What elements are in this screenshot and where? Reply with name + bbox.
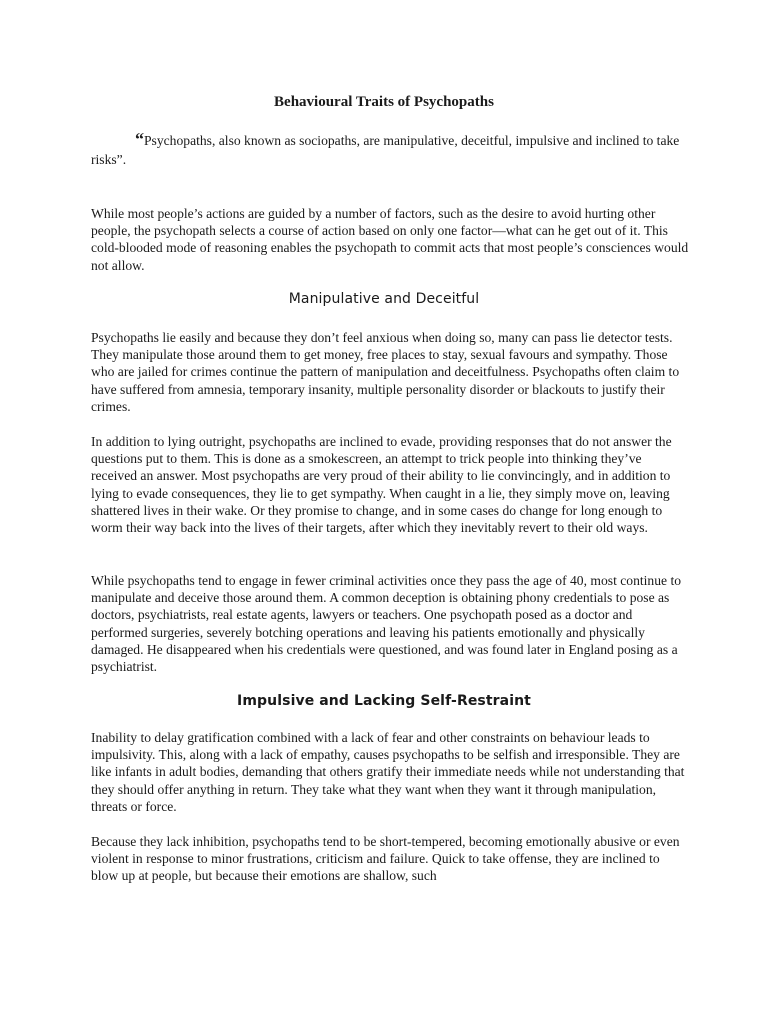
quote-text: Psychopaths, also known as sociopaths, are manipulative, deceitful, impulsive and inclined to take risks”. (91, 133, 680, 167)
document-title: Behavioural Traits of Psychopaths (274, 94, 494, 110)
quote-open-mark: “ (135, 129, 144, 149)
paragraph-manipulative-3: While psychopaths tend to engage in fewer criminal activities once they pass the age of 40, most continue to manipulate and deceive those around them. A common deception is obtaining phony credentials to pose as doctors, psychiatrists, real estate agents, lawyers or teachers. One psychopath posed as a doctor and performed surgeries, severely botching operations and leaving his patients emotionally and physically damaged. He disappeared when his credentials were questioned, and was found later in England posing as a psychiatrist. (91, 573, 682, 675)
paragraph-manipulative-1: Psychopaths lie easily and because they don’t feel anxious when doing so, many can pass lie detector tests. They manipulate those around them to get money, free places to stay, sexual favours and sympathy. Those who are jailed for crimes continue the pattern of manipulation and deceitfulness. Psychopaths often claim to have suffered from amnesia, temporary insanity, multiple personality disorder or blackouts to justify their crimes. (91, 330, 680, 414)
paragraph-manipulative-2: In addition to lying outright, psychopaths are inclined to evade, providing responses that do not answer the questions put to them. This is done as a smokescreen, an attempt to trick people into thinking they’ve received an answer. Most psychopaths are very proud of their ability to lie convincingly, and in addition to lying to evade consequences, they lie to get sympathy. When caught in a lie, they simply move on, leaving shattered lives in their wake. Or they promise to change, and in some cases do change for long enough to worm their way back into the lives of their targets, after which they inevitably revert to their old ways. (91, 434, 672, 536)
paragraph-impulsive-1: Inability to delay gratification combined with a lack of fear and other constraints on behaviour leads to impulsivity. This, along with a lack of empathy, causes psychopaths to be selfish and irresponsible. They are like infants in adult bodies, demanding that others gratify their immediate needs while not understanding that they should offer anything in return. They take what they want when they want it through manipulation, threats or force. (91, 730, 685, 814)
opening-quote (91, 130, 691, 169)
section-heading-impulsive: Impulsive and Lacking Self-Restraint (237, 693, 531, 709)
intro-paragraph: While most people’s actions are guided by a number of factors, such as the desire to avoid hurting other people, the psychopath selects a course of action based on only one factor—what can he get out of it. This cold-blooded mode of reasoning enables the psychopath to commit acts that most people’s consciences would not allow. (91, 206, 689, 273)
section-heading-manipulative: Manipulative and Deceitful (288, 291, 480, 307)
paragraph-impulsive-2: Because they lack inhibition, psychopaths tend to be short-tempered, becoming emotionally abusive or even violent in response to minor frustrations, criticism and failure. Quick to take offense, they are inclined to blow up at people, but because their emotions are shallow, such (91, 834, 680, 884)
